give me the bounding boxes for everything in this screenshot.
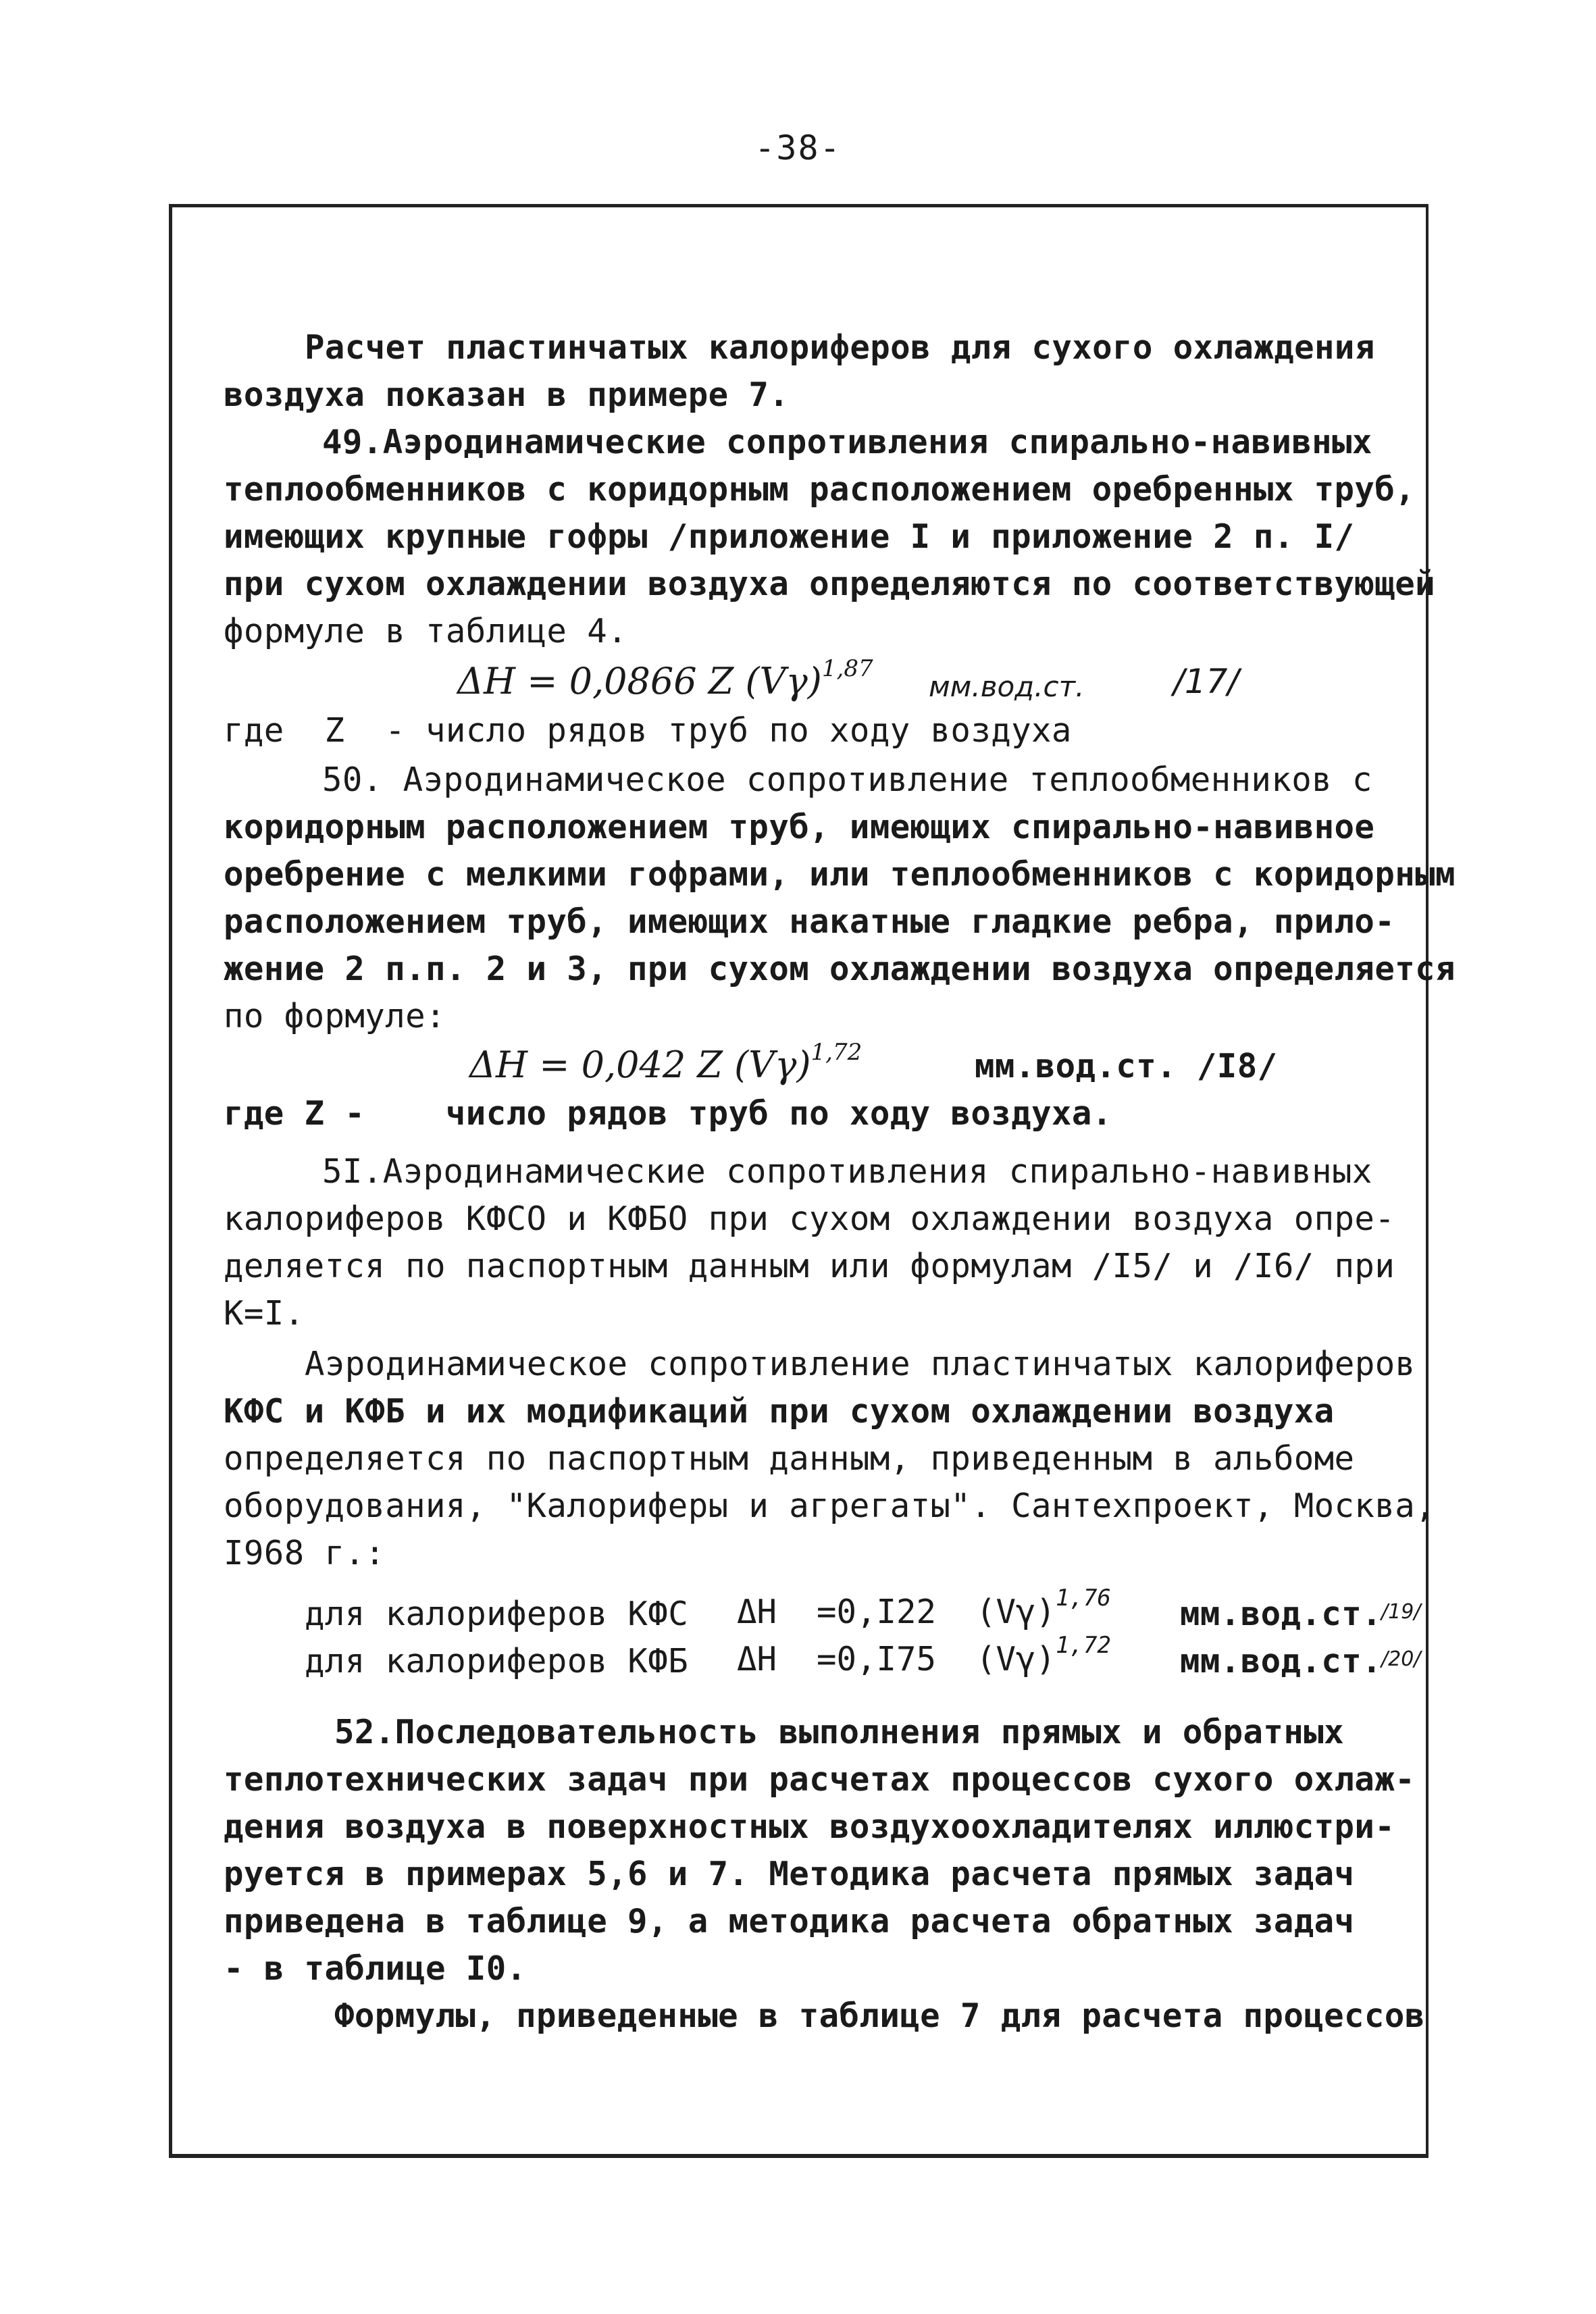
formula-20-exponent: 1,72 <box>1056 1632 1111 1659</box>
formula-17-expression: ΔH = 0,0866 Z (Vγ) <box>457 660 822 702</box>
p49-line-1: 49.Аэродинамические сопротивления спирально-навивных <box>322 423 1372 461</box>
formula-20-label: для калориферов КФБ <box>305 1642 689 1680</box>
p51-line-2: калориферов КФСО и КФБО при сухом охлаждении воздуха опре- <box>224 1200 1395 1238</box>
last-line-1: Формулы, приведенные в таблице 7 для расчета процессов <box>334 1997 1425 2035</box>
p51-line-1: 5I.Аэродинамические сопротивления спирально-навивных <box>322 1152 1372 1191</box>
p49-line-4: при сухом охлаждении воздуха определяются по соответствующей <box>224 565 1436 603</box>
p49-line-5: формуле в таблице 4. <box>224 612 628 650</box>
formula-20-unit: мм.вод.ст. <box>1180 1642 1383 1680</box>
formula-19-expression: ΔH =0,I22 (Vγ) <box>737 1593 1056 1631</box>
pk-line-5: I968 г.: <box>224 1534 386 1572</box>
p51-line-4: К=I. <box>224 1294 305 1333</box>
formula-18-expression: ΔH = 0,042 Z (Vγ) <box>469 1044 811 1086</box>
p52-line-1: 52.Последовательность выполнения прямых и обратных <box>334 1713 1345 1751</box>
p50-line-3: оребрение с мелкими гофрами, или теплообменников с коридорным <box>224 855 1456 894</box>
formula-17-number: /17/ <box>1173 662 1239 701</box>
formula-18-exponent: 1,72 <box>810 1039 863 1066</box>
p52-line-4: руется в примерах 5,6 и 7. Методика расчета прямых задач <box>224 1855 1355 1893</box>
p49-line-3: имеющих крупные гофры /приложение I и приложение 2 п. I/ <box>224 517 1355 556</box>
pk-line-2: КФС и КФБ и их модификаций при сухом охлаждении воздуха <box>224 1392 1335 1431</box>
pk-line-3: определяется по паспортным данным, приведенным в альбоме <box>224 1439 1355 1478</box>
page-frame <box>169 204 1456 2158</box>
pk-line-4: оборудования, "Калориферы и агрегаты". Сантехпроект, Москва, <box>224 1487 1436 1525</box>
where-17: где Z - число рядов труб по ходу воздуха <box>224 711 1072 750</box>
formula-19-exponent: 1,76 <box>1056 1585 1111 1612</box>
formula-19-number: /19/ <box>1381 1600 1421 1624</box>
formula-17-unit: мм.вод.ст. <box>929 670 1085 703</box>
intro-line-2: воздуха показан в примере 7. <box>224 376 790 414</box>
formula-20-number: /20/ <box>1381 1647 1421 1671</box>
page-number: -38- <box>754 128 842 168</box>
p50-line-4: расположением труб, имеющих накатные гладкие ребра, прило- <box>224 902 1395 941</box>
intro-line-1: Расчет пластинчатых калориферов для сухого охлаждения <box>305 328 1375 367</box>
p50-line-6: по формуле: <box>224 997 446 1035</box>
p52-line-3: дения воздуха в поверхностных воздухоохладителях иллюстри- <box>224 1807 1395 1846</box>
p52-line-2: теплотехнических задач при расчетах процессов сухого охлаж- <box>224 1760 1416 1799</box>
formula-18-unit: мм.вод.ст. /I8/ <box>975 1047 1278 1085</box>
formula-19-unit: мм.вод.ст. <box>1180 1595 1383 1633</box>
p50-line-1: 50. Аэродинамическое сопротивление теплообменников с <box>322 761 1372 799</box>
formula-17-exponent: 1,87 <box>821 655 873 682</box>
p50-line-5: жение 2 п.п. 2 и 3, при сухом охлаждении воздуха определяется <box>224 950 1456 988</box>
where-18: где Z - число рядов труб по ходу воздуха. <box>224 1094 1112 1133</box>
formula-19-label: для калориферов КФС <box>305 1595 689 1633</box>
formula-20-expression: ΔH =0,I75 (Vγ) <box>737 1640 1056 1678</box>
p50-line-2: коридорным расположением труб, имеющих спирально-навивное <box>224 808 1375 846</box>
p51-line-3: деляется по паспортным данным или формулам /I5/ и /I6/ при <box>224 1247 1395 1285</box>
p52-line-5: приведена в таблице 9, а методика расчета обратных задач <box>224 1902 1355 1940</box>
p52-line-6: - в таблице I0. <box>224 1949 527 1988</box>
pk-line-1: Аэродинамическое сопротивление пластинчатых калориферов <box>305 1345 1416 1383</box>
p49-line-2: теплообменников с коридорным расположением оребренных труб, <box>224 470 1416 509</box>
